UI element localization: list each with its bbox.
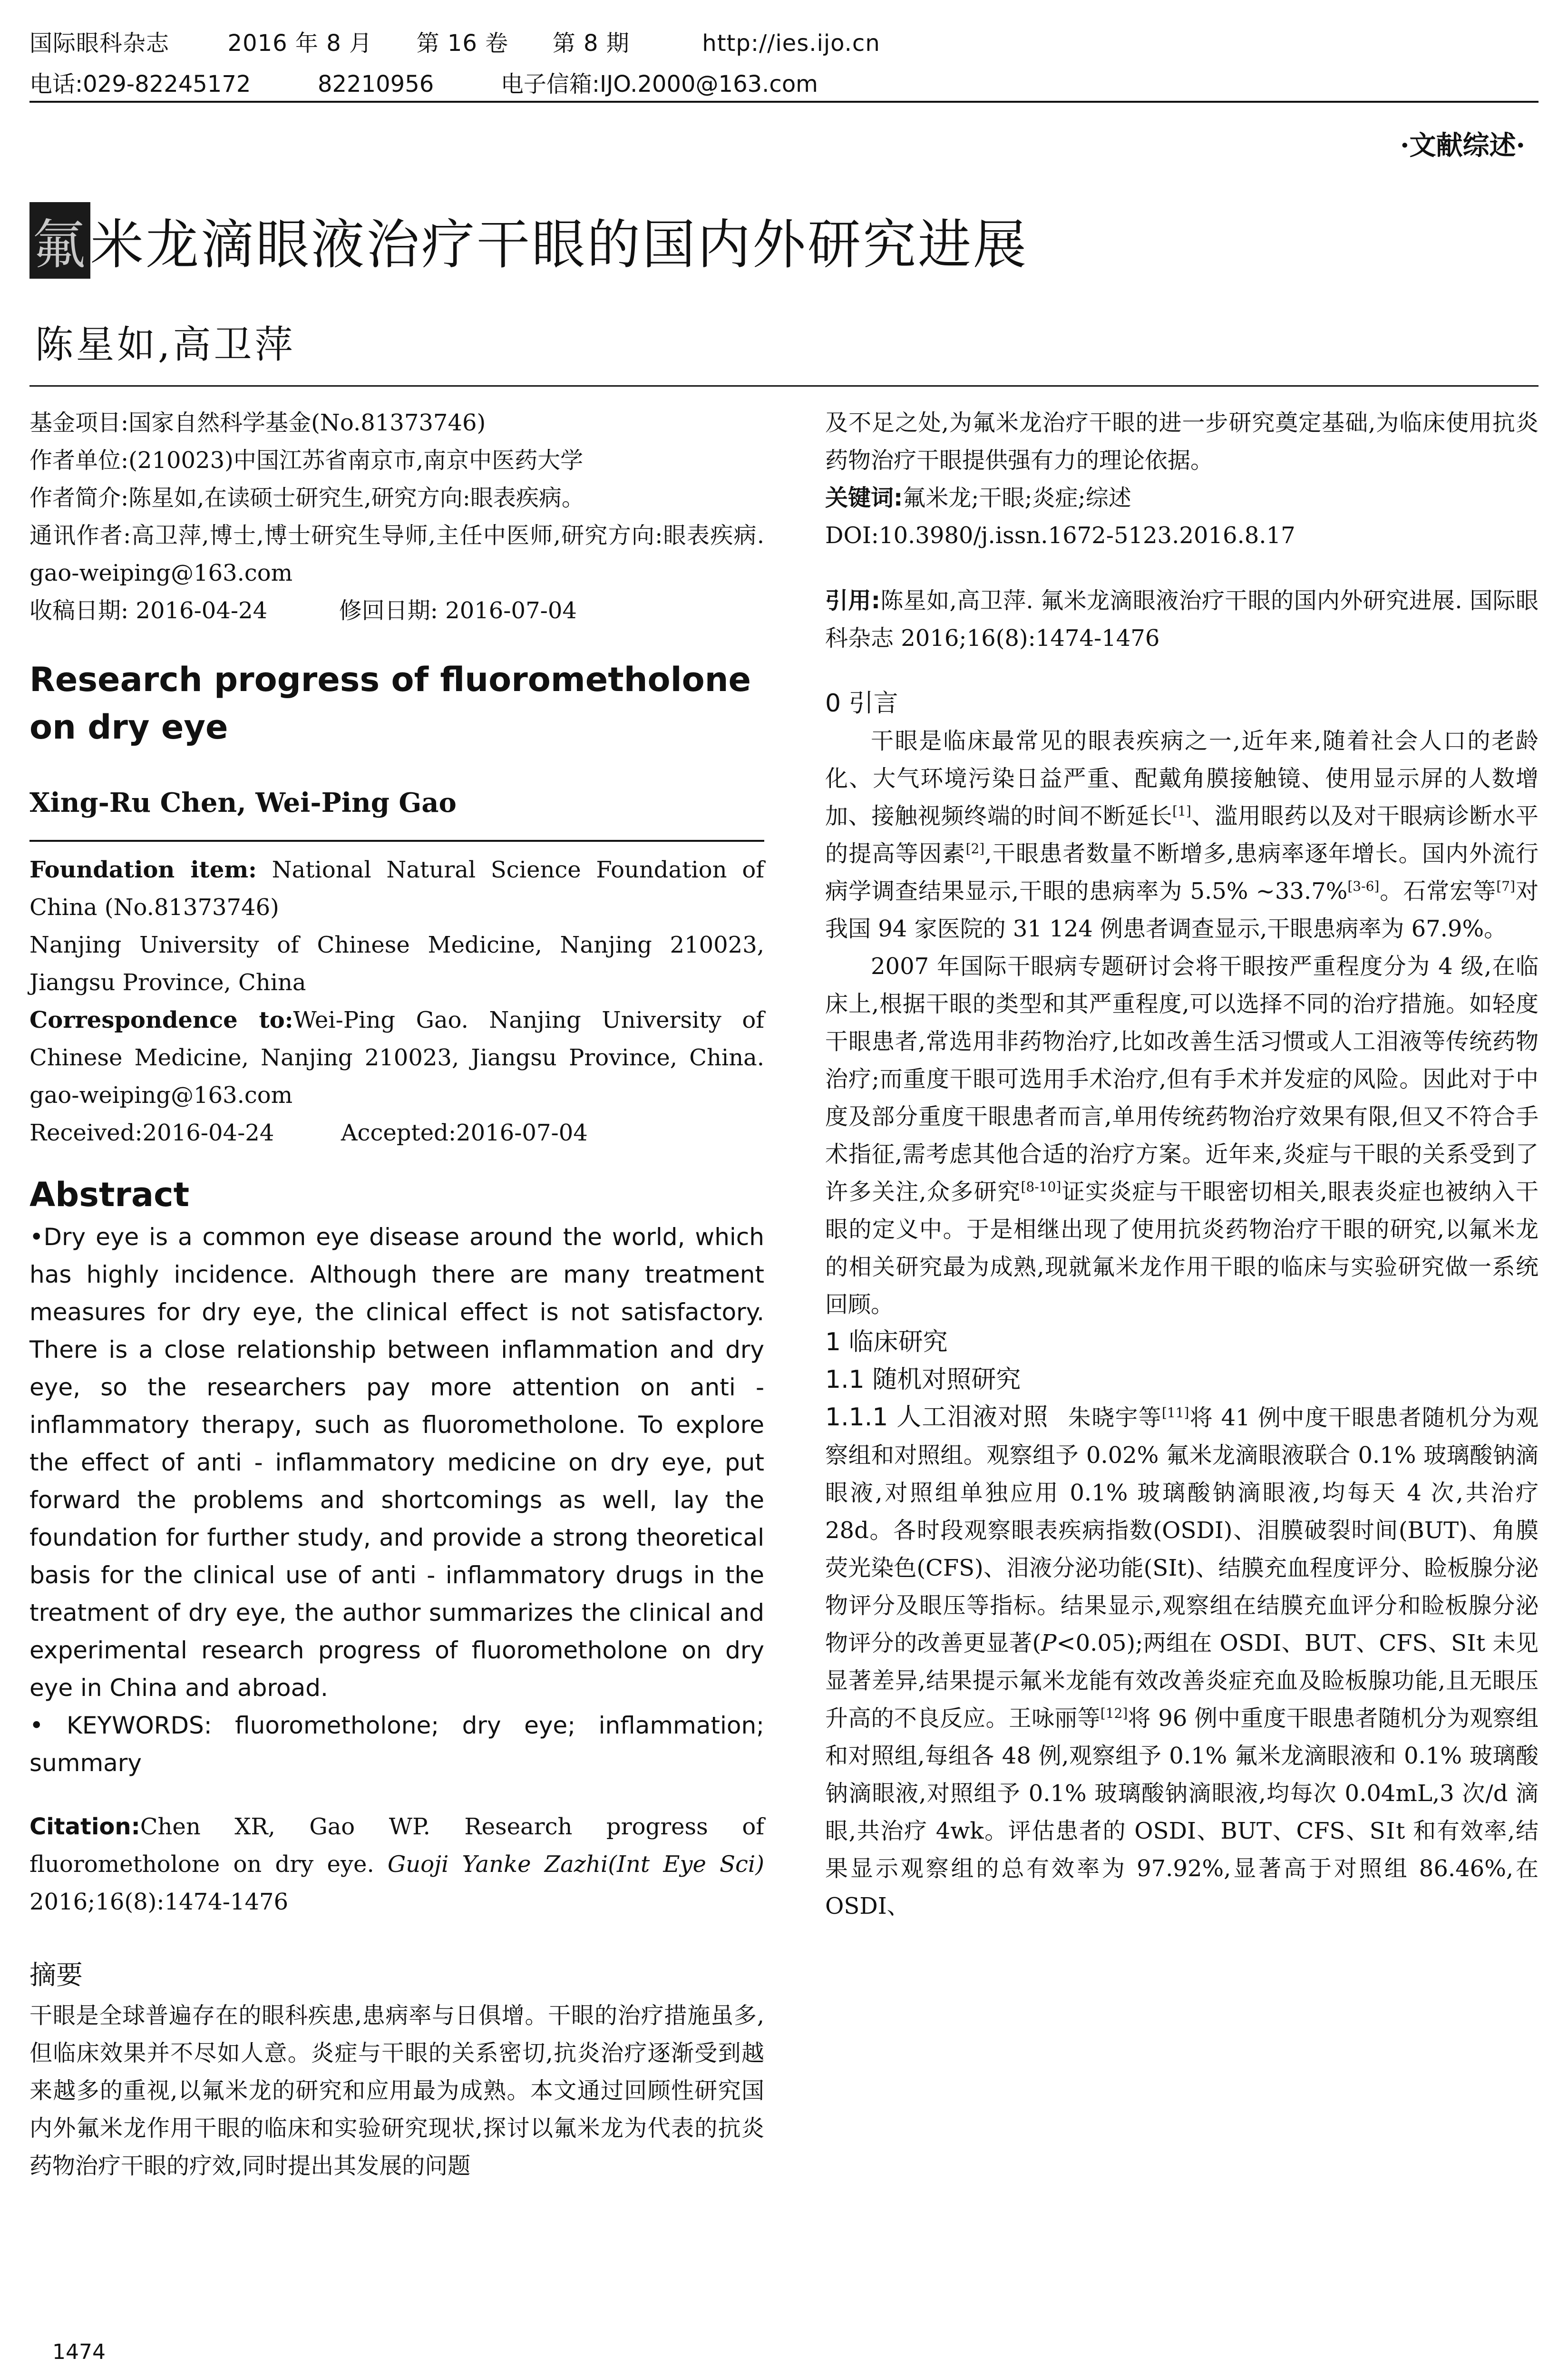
correspondence-zh: 通讯作者:高卫萍,博士,博士研究生导师,主任中医师,研究方向:眼表疾病. gao-weiping@163.com <box>29 522 764 586</box>
p3-p-symbol: P <box>1041 1630 1057 1656</box>
citation-tail: 2016;16(8):1474-1476 <box>29 1889 289 1915</box>
foundation-text: National Natural Science Foundation of China (No.81373746) <box>29 857 764 921</box>
accepted-en: Accepted:2016-07-04 <box>341 1120 588 1146</box>
p1-part-a: 干眼是临床最常见的眼表疾病之一,近年来,随着社会人口的老龄化、大气环境污染日益严重、配戴角膜接触镜、使用显示屏的人数增加、接触视频终端的时间不断延长 <box>825 728 1539 829</box>
ref-3[interactable]: [3-6] <box>1347 878 1380 894</box>
email[interactable]: 电子信箱:IJO.2000@163.com <box>500 71 818 97</box>
section-1-heading: 1 临床研究 <box>825 1328 948 1356</box>
citation-journal: Guoji Yanke Zazhi(Int Eye Sci) <box>387 1851 764 1878</box>
citation-label: Citation: <box>29 1813 140 1840</box>
volume: 第 16 卷 <box>416 30 509 57</box>
ref-6[interactable]: [11] <box>1161 1405 1189 1421</box>
foundation-en <box>29 851 764 926</box>
citation-text: Chen XR, Gao WP. Research progress of fluorometholone on dry eye. <box>29 1813 764 1878</box>
received-zh: 收稿日期: 2016-04-24 <box>29 597 268 624</box>
ref-5[interactable]: [8-10] <box>1021 1179 1062 1195</box>
title-rule <box>29 385 1539 387</box>
keywords-label: 关键词: <box>825 485 903 511</box>
english-authors: Xing-Ru Chen, Wei-Ping Gao <box>29 787 457 818</box>
issue: 第 8 期 <box>552 30 630 57</box>
journal-url[interactable]: http://ies.ijo.cn <box>702 30 880 57</box>
p3-part-c: <0.05);两组在 OSDI、BUT、CFS、SⅠt 未见显著差异,结果提示氟米龙能有效改善炎症充血及睑板腺功能,且无眼压升高的不良反应。王咏丽等 <box>825 1630 1539 1732</box>
paragraph-1 <box>825 722 1539 948</box>
phone-2: 82210956 <box>317 71 434 97</box>
cite-text: 陈星如,高卫萍. 氟米龙滴眼液治疗干眼的国内外研究进展. 国际眼科杂志 2016;16(8):1474-1476 <box>825 587 1539 652</box>
p2-part-a: 2007 年国际干眼病专题研讨会将干眼按严重程度分为 4 级,在临床上,根据干眼的类型和其严重程度,可以选择不同的治疗措施。如轻度干眼患者,常选用非药物治疗,比如改善生活习惯或人工泪液等传统药物治疗;而重度干眼可选用手术治疗,但有手术并发症的风险。因此对于中度及部分重度干眼患者而言,单用传统药物治疗效果有限,但又不符合手术指征,需考虑其他合适的治疗方案。近年来,炎症与干眼的关系受到了许多关注,众多研究 <box>825 953 1539 1205</box>
p3-part-b: 将 41 例中度干眼患者随机分为观察组和对照组。观察组予 0.02% 氟米龙滴眼液联合 0.1% 玻璃酸钠滴眼液,对照组单独应用 0.1% 玻璃酸钠滴眼液,均每天 4 次,共治疗 28d。各时段观察眼表疾病指数(OSDI)、泪膜破裂时间(BUT)、角膜荧光染色(CFS)、泪液分泌功能(SⅠt)、结膜充血程度评分、睑板腺分泌物评分及眼压等指标。结果显示,观察组在结膜充血评分和睑板腺分泌物评分的改善更显著( <box>825 1404 1539 1656</box>
keywords-en: • KEYWORDS: fluorometholone; dry eye; inflammation; summary <box>29 1712 764 1777</box>
running-header <box>29 25 880 58</box>
issue-date: 2016 年 8 月 <box>227 30 373 57</box>
ref-1[interactable]: [1] <box>1172 803 1191 819</box>
abstract-continued: 及不足之处,为氟米龙治疗干眼的进一步研究奠定基础,为临床使用抗炎药物治疗干眼提供强有力的理论依据。 <box>825 409 1539 474</box>
p1-part-b: 、滥用眼药以及对干眼病诊断水平的提高等因素 <box>825 803 1539 867</box>
abstract-en: •Dry eye is a common eye disease around the world, which has highly incidence. Although there are many treatment measures for dry eye, the clinical effect is not satisfactory. There is a close relationship between inflammation and dry eye, so the researchers pay more attention on anti - inflammatory therapy, such as fluorometholone. To explore the effect of anti - inflammatory medicine on dry eye, put forward the problems and shortcomings as well, lay the foundation for further study, and provide a strong theoretical basis for the clinical use of anti - inflammatory drugs in the treatment of dry eye, the author summarizes the clinical and experimental research progress of fluorometholone on dry eye in China and abroad. <box>29 1223 764 1702</box>
affiliation-en: Nanjing University of Chinese Medicine, Nanjing 210023, Jiangsu Province, China <box>29 932 764 996</box>
p3-part-a: 朱晓宇等 <box>1067 1404 1162 1431</box>
bio-zh: 作者简介:陈星如,在读硕士研究生,研究方向:眼表疾病。 <box>29 485 584 511</box>
foundation-zh: 基金项目:国家自然科学基金(No.81373746) <box>29 409 486 436</box>
journal-name: 国际眼科杂志 <box>29 30 170 57</box>
cite-zh <box>825 582 1539 657</box>
received-en: Received:2016-04-24 <box>29 1120 274 1146</box>
citation-en <box>29 1808 764 1921</box>
foundation-label: Foundation item: <box>29 857 257 883</box>
chinese-abstract-heading: 摘要 <box>29 1960 83 1991</box>
paragraph-2 <box>825 948 1539 1324</box>
keywords-zh <box>825 479 1539 517</box>
ref-7[interactable]: [12] <box>1100 1705 1128 1721</box>
english-title: Research progress of fluorometholone on dry eye <box>29 660 751 747</box>
paragraph-3 <box>825 1399 1539 1925</box>
section-0-heading: 0 引言 <box>825 689 898 718</box>
p1-part-c: ,干眼患者数量不断增多,患病率逐年增长。国内外流行病学调查结果显示,干眼的患病率为 5.5% ~33.7% <box>825 840 1539 905</box>
ref-4[interactable]: [7] <box>1496 878 1515 894</box>
cite-label: 引用: <box>825 587 880 614</box>
revised-zh: 修回日期: 2016-07-04 <box>339 597 577 624</box>
p2-part-b: 证实炎症与干眼密切相关,眼表炎症也被纳入干眼的定义中。于是相继出现了使用抗炎药物治疗干眼的研究,以氟米龙的相关研究最为成熟,现就氟米龙作用干眼的临床与实验研究做一系统回顾。 <box>825 1179 1539 1318</box>
dates-zh <box>29 592 764 630</box>
header-rule <box>29 101 1539 103</box>
keywords-text: 氟米龙;干眼;炎症;综述 <box>903 485 1131 511</box>
p3-part-d: 将 96 例中重度干眼患者随机分为观察组和对照组,每组各 48 例,观察组予 0.1% 氟米龙滴眼液和 0.1% 玻璃酸钠滴眼液,对照组予 0.1% 玻璃酸钠滴眼液,均每次 0.04mL,3 次/d 滴眼,共治疗 4wk。评估患者的 OSDI、BUT、CFS、SⅠt 和有效率,结果显示观察组的总有效率为 97.92%,显著高于对照组 86.46%,在 OSDI、 <box>825 1705 1539 1919</box>
contact-line <box>29 66 818 98</box>
title-text: 米龙滴眼液治疗干眼的国内外研究进展 <box>90 214 1028 276</box>
section-1-1-heading: 1.1 随机对照研究 <box>825 1365 1021 1394</box>
corr-text: Wei-Ping Gao. Nanjing University of Chinese Medicine, Nanjing 210023, Jiangsu Province, China. gao-weiping@163.com <box>29 1007 765 1109</box>
doi: DOI:10.3980/j.issn.1672-5123.2016.8.17 <box>825 522 1295 549</box>
corr-label: Correspondence to: <box>29 1007 293 1033</box>
section-1-1-1-heading: 1.1.1 人工泪液对照 <box>825 1403 1049 1432</box>
abstract-heading: Abstract <box>29 1175 190 1214</box>
page-number: 1474 <box>52 2340 106 2364</box>
dates-en <box>29 1114 764 1152</box>
phone: 电话:029-82245172 <box>29 71 251 97</box>
english-rule <box>29 840 764 842</box>
right-column <box>825 404 1539 1925</box>
title-initial: 氟 <box>29 202 90 279</box>
ref-2[interactable]: [2] <box>965 841 985 857</box>
section-tag: ·文献综述· <box>1400 130 1525 161</box>
left-column <box>29 404 764 2185</box>
p1-part-d: 。石常宏等 <box>1379 878 1497 905</box>
correspondence-en <box>29 1002 764 1114</box>
p1-part-e: 对我国 94 家医院的 31 124 例患者调查显示,干眼患病率为 67.9%。 <box>825 878 1539 942</box>
chinese-abstract: 干眼是全球普遍存在的眼科疾患,患病率与日俱增。干眼的治疗措施虽多,但临床效果并不尽如人意。炎症与干眼的关系密切,抗炎治疗逐渐受到越来越多的重视,以氟米龙的研究和应用最为成熟。本文通过回顾性研究国内外氟米龙作用干眼的临床和实验研究现状,探讨以氟米龙为代表的抗炎药物治疗干眼的疗效,同时提出其发展的问题 <box>29 2002 764 2179</box>
affiliation-zh: 作者单位:(210023)中国江苏省南京市,南京中医药大学 <box>29 447 584 474</box>
article-title <box>29 202 1028 279</box>
article-authors: 陈星如,高卫萍 <box>35 322 296 367</box>
